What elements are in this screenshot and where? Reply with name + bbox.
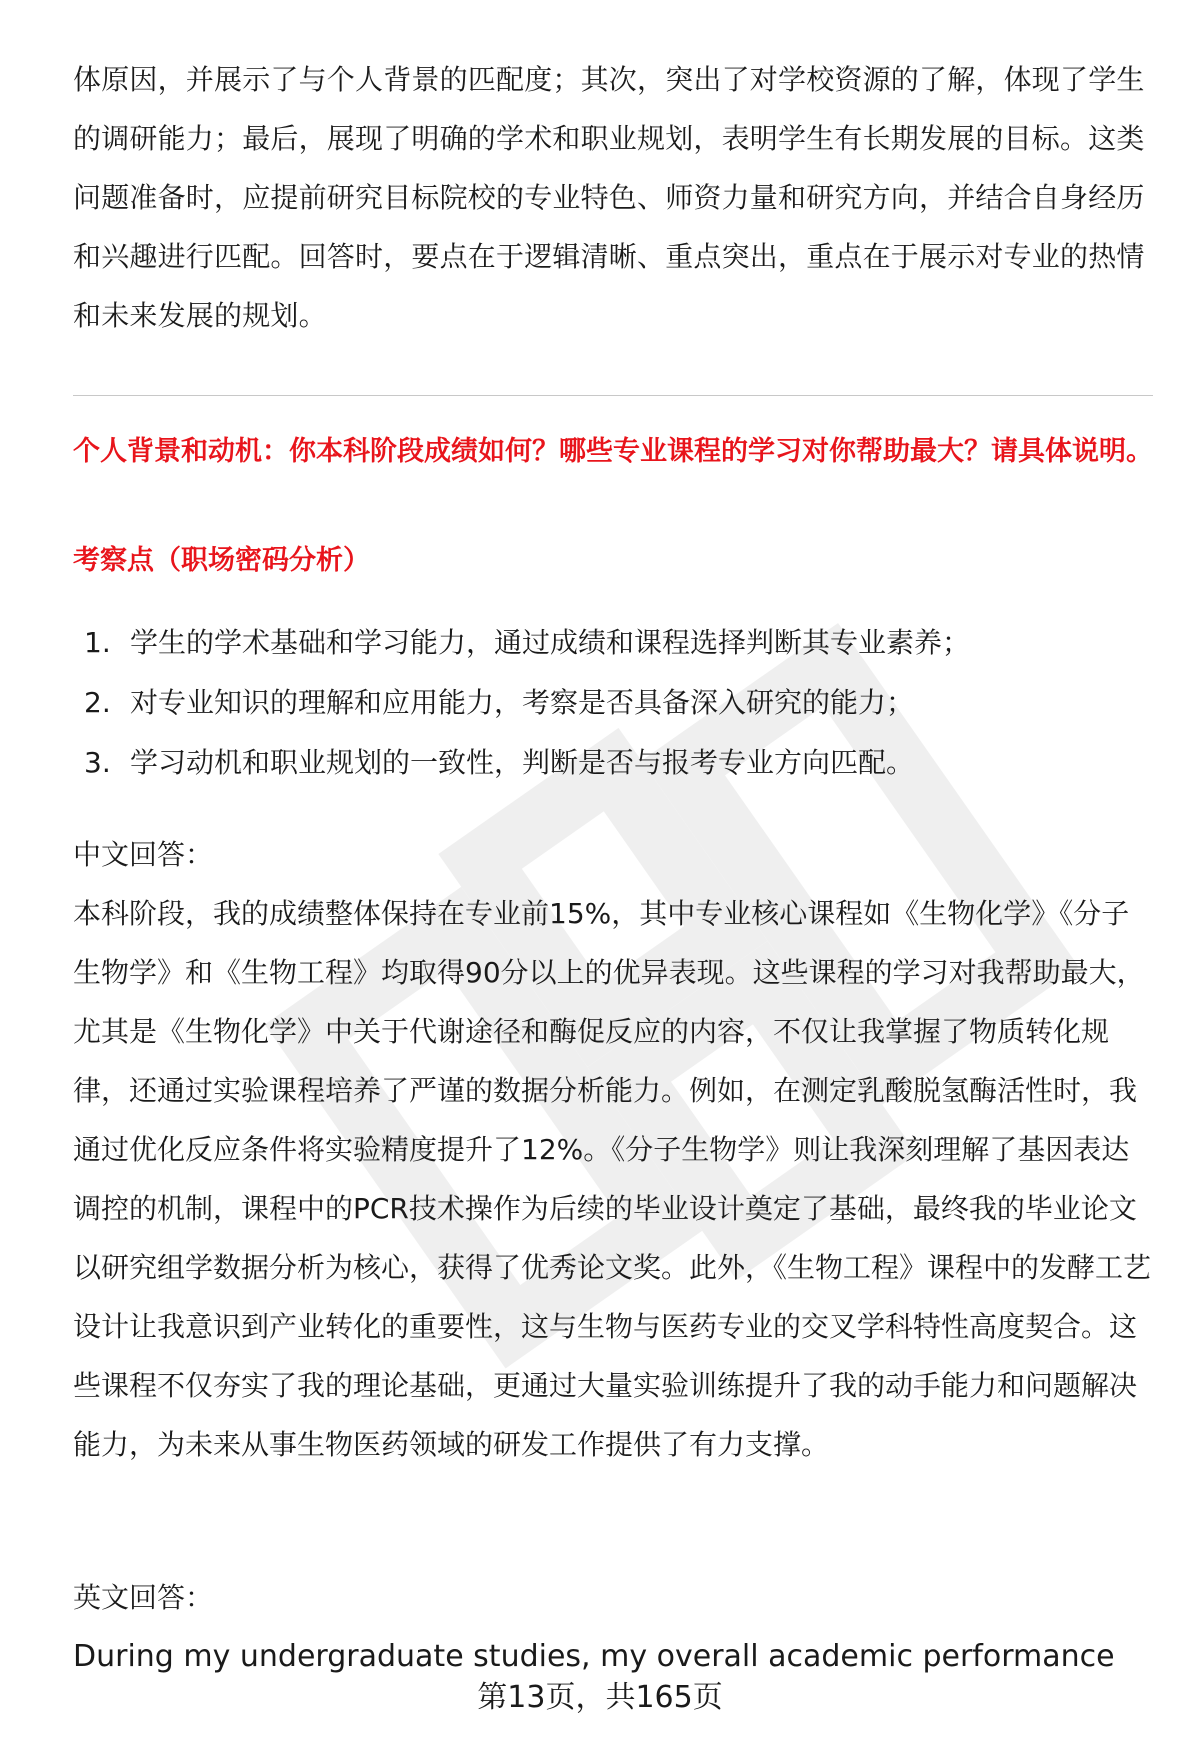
focus-points-list — [80, 613, 1140, 793]
list-item-number: 2. — [84, 686, 111, 719]
list-item-number: 3. — [84, 746, 111, 779]
list-item — [80, 733, 1140, 793]
question-heading: 个人背景和动机：你本科阶段成绩如何？哪些专业课程的学习对你帮助最大？请具体说明。 — [73, 436, 1153, 467]
list-item-text: 学习动机和职业规划的一致性，判断是否与报考专业方向匹配。 — [130, 746, 915, 779]
list-item-text: 对专业知识的理解和应用能力，考察是否具备深入研究的能力； — [130, 686, 915, 719]
list-item — [80, 673, 1140, 733]
english-answer-label: 英文回答： — [73, 1581, 214, 1614]
english-answer-text: During my undergraduate studies, my overall academic performance — [73, 1639, 1115, 1674]
chinese-answer-text: 本科阶段，我的成绩整体保持在专业前15%，其中专业核心课程如《生物化学》《分子生物学》和《生物工程》均取得90分以上的优异表现。这些课程的学习对我帮助最大，尤其是《生物化学》中关于代谢途径和酶促反应的内容，不仅让我掌握了物质转化规律，还通过实验课程培养了严谨的数据分析能力。例如，在测定乳酸脱氢酶活性时，我通过优化反应条件将实验精度提升了12%。《分子生物学》则让我深刻理解了基因表达调控的机制，课程中的PCR技术操作为后续的毕业设计奠定了基础，最终我的毕业论文以研究组学数据分析为核心，获得了优秀论文奖。此外，《生物工程》课程中的发酵工艺设计让我意识到产业转化的重要性，这与生物与医药专业的交叉学科特性高度契合。这些课程不仅夯实了我的理论基础，更通过大量实验训练提升了我的动手能力和问题解决能力，为未来从事生物医药领域的研发工作提供了有力支撑。 — [73, 897, 1152, 1461]
section-divider — [73, 395, 1153, 396]
intro-paragraph: 体原因，并展示了与个人背景的匹配度；其次，突出了对学校资源的了解，体现了学生的调研能力；最后，展现了明确的学术和职业规划，表明学生有长期发展的目标。这类问题准备时，应提前研究目标院校的专业特色、师资力量和研究方向，并结合自身经历和兴趣进行匹配。回答时，要点在于逻辑清晰、重点突出，重点在于展示对专业的热情和未来发展的规划。 — [73, 63, 1145, 332]
list-item-number: 1. — [84, 626, 111, 659]
list-item-text: 学生的学术基础和学习能力，通过成绩和课程选择判断其专业素养； — [130, 626, 971, 659]
focus-points-title: 考察点（职场密码分析） — [73, 545, 370, 576]
page-footer: 第13页，共165页 — [477, 1680, 723, 1715]
chinese-answer-label: 中文回答： — [73, 838, 214, 871]
list-item — [80, 613, 1140, 673]
